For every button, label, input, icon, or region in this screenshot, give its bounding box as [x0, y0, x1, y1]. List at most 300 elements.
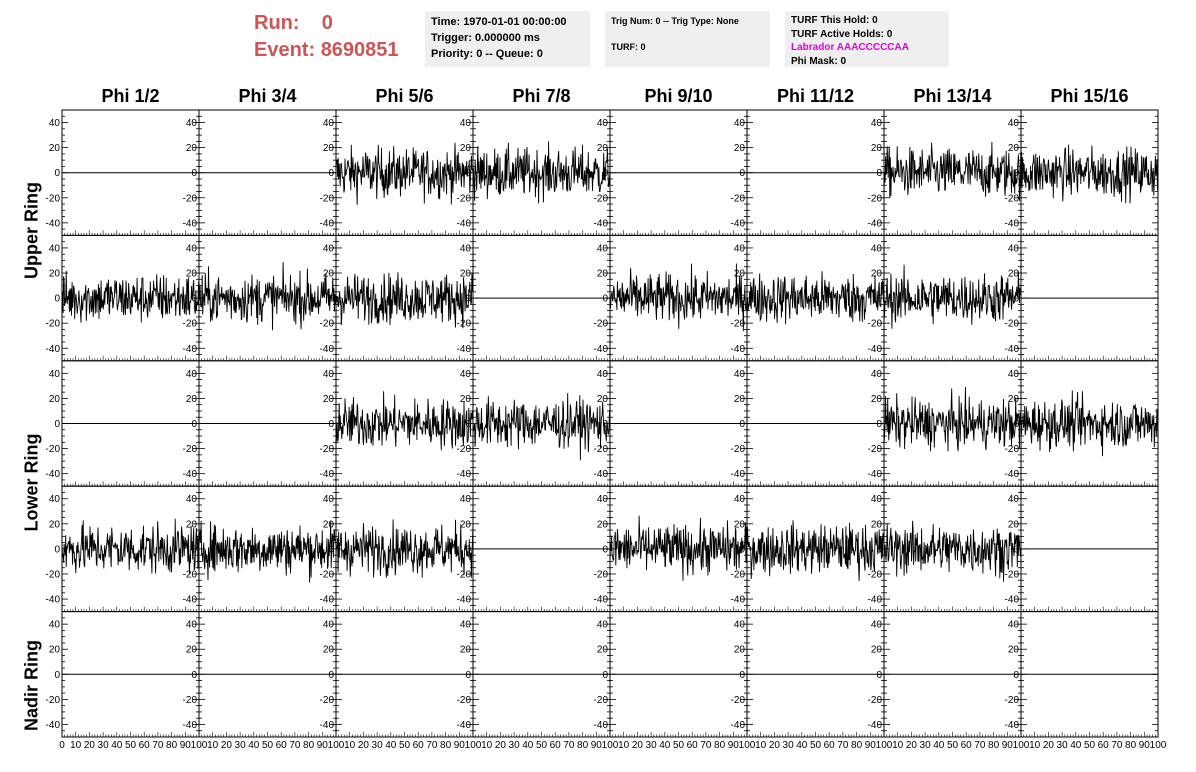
y-tick-label: 40 [1007, 243, 1019, 255]
y-tick-label: 20 [870, 143, 882, 155]
turf-hold-line: TURF This Hold: 0 [791, 15, 878, 26]
y-tick-label: 20 [596, 393, 608, 405]
y-tick-label: -20 [1004, 444, 1019, 456]
y-tick-label: -40 [593, 469, 608, 481]
x-tick-label: 100 [327, 740, 345, 751]
y-tick-label: -20 [1004, 569, 1019, 581]
y-tick-label: 0 [876, 544, 882, 556]
x-tick-label: 60 [686, 740, 698, 751]
y-tick-label: 40 [733, 368, 745, 380]
y-tick-label: -20 [45, 444, 60, 456]
x-tick-label: 60 [549, 740, 561, 751]
column-title: Phi 13/14 [913, 86, 992, 106]
y-tick-label: -20 [45, 318, 60, 330]
waveform-trace [884, 265, 1021, 329]
y-tick-label: 40 [733, 243, 745, 255]
y-tick-label: -20 [730, 444, 745, 456]
x-tick-label: 90 [727, 740, 739, 751]
y-tick-label: 0 [876, 669, 882, 681]
y-tick-label: -40 [867, 469, 882, 481]
waveform-panel [1005, 486, 1158, 611]
y-tick-label: 40 [870, 494, 882, 506]
waveform-trace [62, 519, 199, 574]
y-tick-label: 0 [602, 419, 608, 430]
y-tick-label: 20 [185, 143, 197, 155]
waveform-trace [336, 272, 473, 328]
y-tick-label: 40 [322, 619, 334, 631]
waveform-trace [473, 393, 610, 460]
y-tick-label: 20 [596, 268, 608, 280]
y-tick-label: -40 [1004, 218, 1019, 230]
x-tick-label: 70 [426, 740, 438, 751]
y-tick-label: 0 [191, 168, 197, 180]
y-tick-label: 0 [739, 544, 745, 556]
y-tick-label: 0 [54, 293, 60, 305]
y-tick-label: -40 [456, 469, 471, 481]
x-tick-label: 50 [124, 740, 137, 751]
y-tick-label: 0 [191, 419, 197, 430]
y-tick-label: -40 [456, 218, 471, 230]
x-tick-label: 60 [823, 740, 835, 751]
x-tick-label: 80 [166, 740, 178, 751]
column-title: Phi 9/10 [644, 86, 713, 106]
waveform-panel [594, 235, 747, 360]
y-tick-label: 20 [322, 268, 334, 280]
x-tick-label: 20 [768, 740, 780, 751]
waveform-panel [457, 361, 610, 486]
y-tick-label: 40 [48, 118, 60, 130]
labrador-line: Labrador AAACCCCCAA [791, 42, 909, 53]
x-tick-label: 30 [645, 740, 657, 751]
y-tick-label: -40 [319, 719, 334, 731]
event-label: Event: [254, 39, 316, 61]
y-tick-label: 40 [322, 368, 334, 380]
nadir-ring-label: Nadir Ring [21, 640, 42, 732]
y-tick-label: 40 [1007, 368, 1019, 380]
y-tick-label: 40 [733, 619, 745, 631]
y-tick-label: 20 [459, 143, 471, 155]
turf-line: TURF: 0 [611, 42, 646, 52]
y-tick-label: -20 [456, 569, 471, 581]
y-tick-label: 20 [459, 393, 471, 405]
x-tick-label: 80 [303, 740, 315, 751]
y-tick-label: 20 [48, 393, 60, 405]
y-tick-label: -20 [867, 694, 882, 706]
y-tick-label: 40 [459, 368, 471, 380]
waveform-trace [336, 391, 473, 450]
column-title: Phi 11/12 [776, 86, 855, 106]
phi-mask-line: Phi Mask: 0 [791, 55, 847, 67]
x-tick-label: 90 [1001, 740, 1013, 751]
y-tick-label: 0 [1013, 419, 1019, 430]
y-tick-label: -40 [319, 469, 334, 481]
y-tick-label: 40 [596, 118, 608, 130]
y-tick-label: -20 [1004, 193, 1019, 205]
waveform-panel [183, 110, 336, 235]
y-tick-label: 40 [1007, 619, 1019, 631]
y-tick-label: -40 [182, 594, 197, 606]
y-tick-label: 0 [739, 669, 745, 681]
x-tick-label: 30 [234, 740, 246, 751]
y-tick-label: 20 [870, 644, 882, 656]
y-tick-label: 20 [322, 393, 334, 405]
y-tick-label: 0 [465, 669, 471, 681]
y-tick-label: -40 [730, 218, 745, 230]
y-tick-label: 40 [596, 368, 608, 380]
waveform-trace [747, 520, 884, 581]
y-tick-label: -20 [730, 694, 745, 706]
y-tick-label: -40 [1004, 719, 1019, 731]
x-tick-label: 50 [672, 740, 685, 751]
y-tick-label: -40 [867, 218, 882, 230]
y-tick-label: -40 [1004, 469, 1019, 481]
y-tick-label: 20 [596, 519, 608, 531]
y-tick-label: 20 [596, 143, 608, 155]
y-tick-label: 40 [459, 118, 471, 130]
y-tick-label: -20 [319, 569, 334, 581]
x-tick-label: 80 [440, 740, 452, 751]
y-tick-label: 0 [1013, 544, 1019, 556]
x-tick-label: 60 [960, 740, 972, 751]
y-tick-label: 0 [191, 544, 197, 556]
x-tick-label: 20 [905, 740, 917, 751]
y-tick-label: 0 [54, 168, 60, 180]
x-tick-label: 80 [577, 740, 589, 751]
y-tick-label: -20 [45, 193, 60, 205]
y-tick-label: 40 [48, 619, 60, 631]
y-tick-label: 20 [733, 143, 745, 155]
y-tick-label: 20 [733, 644, 745, 656]
y-tick-label: 0 [465, 419, 471, 430]
y-tick-label: -40 [867, 594, 882, 606]
y-tick-label: 0 [328, 544, 334, 556]
x-tick-label: 10 [618, 740, 630, 751]
y-tick-label: 20 [48, 519, 60, 531]
x-tick-label: 100 [875, 740, 893, 751]
x-tick-label: 20 [357, 740, 369, 751]
x-tick-label: 100 [464, 740, 482, 751]
y-tick-label: 40 [48, 243, 60, 255]
waveform-panel [868, 486, 1021, 611]
waveform-trace [610, 264, 747, 332]
y-tick-label: 40 [185, 118, 197, 130]
waveform-panel [731, 235, 884, 360]
y-tick-label: -20 [182, 694, 197, 706]
waveform-panel [594, 486, 747, 611]
event-value: 8690851 [320, 39, 399, 61]
y-tick-label: -20 [456, 694, 471, 706]
y-tick-label: 0 [876, 419, 882, 430]
y-tick-label: 0 [328, 168, 334, 180]
y-tick-label: -20 [1004, 318, 1019, 330]
time-line: Time: 1970-01-01 00:00:00 [431, 16, 567, 28]
waveform-panel [457, 235, 610, 360]
y-tick-label: -40 [182, 218, 197, 230]
y-tick-label: -40 [182, 469, 197, 481]
priority-line: Priority: 0 -- Queue: 0 [431, 48, 543, 60]
y-tick-label: 40 [733, 118, 745, 130]
waveform-panel [868, 110, 1021, 235]
y-tick-label: 20 [322, 644, 334, 656]
x-tick-label: 60 [1097, 740, 1109, 751]
y-tick-label: -40 [182, 343, 197, 355]
x-tick-label: 50 [946, 740, 959, 751]
waveform-panel [1005, 110, 1158, 235]
x-tick-label: 40 [248, 740, 260, 751]
y-tick-label: -40 [1004, 343, 1019, 355]
y-tick-label: -20 [867, 569, 882, 581]
x-tick-label: 100 [190, 740, 208, 751]
x-tick-label: 100 [738, 740, 756, 751]
x-tick-label: 10 [892, 740, 904, 751]
x-tick-label: 70 [563, 740, 575, 751]
y-tick-label: 0 [739, 419, 745, 430]
y-tick-label: 20 [1007, 143, 1019, 155]
x-tick-label: 10 [481, 740, 493, 751]
x-tick-label: 40 [522, 740, 534, 751]
y-tick-label: 40 [322, 243, 334, 255]
y-tick-label: 20 [733, 268, 745, 280]
y-tick-label: -20 [182, 444, 197, 456]
y-tick-label: -40 [730, 719, 745, 731]
column-title: Phi 7/8 [512, 86, 571, 106]
y-tick-label: -40 [45, 469, 60, 481]
y-tick-label: 20 [459, 268, 471, 280]
x-tick-label: 50 [398, 740, 411, 751]
waveform-panel [46, 235, 199, 360]
x-tick-label: 80 [1125, 740, 1137, 751]
y-tick-label: 0 [739, 293, 745, 305]
x-tick-label: 90 [453, 740, 465, 751]
x-tick-label: 90 [590, 740, 602, 751]
y-tick-label: -20 [867, 318, 882, 330]
x-tick-label: 70 [289, 740, 301, 751]
x-tick-label: 90 [1138, 740, 1150, 751]
x-tick-label: 50 [261, 740, 274, 751]
y-tick-label: -40 [867, 343, 882, 355]
y-tick-label: 0 [328, 419, 334, 430]
y-tick-label: 40 [596, 619, 608, 631]
x-tick-label: 70 [974, 740, 986, 751]
y-tick-label: 20 [185, 393, 197, 405]
x-tick-label: 80 [851, 740, 863, 751]
waveform-trace [884, 142, 1021, 201]
waveform-panel [46, 361, 199, 486]
y-tick-label: -40 [456, 343, 471, 355]
y-tick-label: -40 [319, 218, 334, 230]
y-tick-label: -40 [730, 343, 745, 355]
y-tick-label: 0 [465, 293, 471, 305]
y-tick-label: -40 [182, 719, 197, 731]
waveform-panel [183, 486, 336, 611]
x-tick-label: 80 [988, 740, 1000, 751]
x-tick-label: 60 [138, 740, 150, 751]
x-tick-label: 40 [1070, 740, 1082, 751]
y-tick-label: 20 [185, 519, 197, 531]
y-tick-label: -20 [867, 193, 882, 205]
x-tick-label: 10 [755, 740, 767, 751]
y-tick-label: 0 [328, 293, 334, 305]
y-tick-label: 20 [322, 143, 334, 155]
x-tick-label: 50 [1083, 740, 1096, 751]
y-tick-label: -20 [593, 318, 608, 330]
x-tick-label: 30 [782, 740, 794, 751]
y-tick-label: 0 [54, 419, 60, 430]
x-tick-label: 40 [659, 740, 671, 751]
x-tick-label: 10 [207, 740, 219, 751]
y-tick-label: -20 [45, 694, 60, 706]
x-tick-label: 100 [601, 740, 619, 751]
waveform-panel [1005, 612, 1167, 751]
y-tick-label: 0 [1013, 293, 1019, 305]
y-tick-label: 40 [459, 243, 471, 255]
y-tick-label: -20 [730, 318, 745, 330]
y-tick-label: 20 [1007, 519, 1019, 531]
y-tick-label: -20 [319, 193, 334, 205]
y-tick-label: 20 [48, 143, 60, 155]
waveform-trace [473, 141, 610, 203]
waveform-panel [731, 486, 884, 611]
x-tick-label: 30 [1056, 740, 1068, 751]
y-tick-label: 20 [185, 644, 197, 656]
x-tick-label: 70 [837, 740, 849, 751]
waveform-trace [199, 521, 336, 583]
run-value: 0 [321, 12, 333, 34]
y-tick-label: -40 [45, 343, 60, 355]
x-tick-label: 10 [1029, 740, 1041, 751]
x-tick-label: 50 [535, 740, 548, 751]
x-tick-label: 90 [179, 740, 191, 751]
lower-ring-label: Lower Ring [21, 433, 42, 532]
waveform-panel [320, 361, 473, 486]
y-tick-label: 40 [322, 494, 334, 506]
y-tick-label: 40 [870, 619, 882, 631]
y-tick-label: 0 [54, 544, 60, 556]
trig-line: Trig Num: 0 -- Trig Type: None [611, 16, 739, 26]
y-tick-label: 0 [602, 669, 608, 681]
x-tick-label: 70 [152, 740, 164, 751]
x-tick-label: 20 [83, 740, 95, 751]
y-tick-label: -40 [456, 594, 471, 606]
waveform-panel [731, 110, 884, 235]
y-tick-label: 40 [1007, 118, 1019, 130]
y-tick-label: -20 [867, 444, 882, 456]
y-tick-label: 0 [465, 544, 471, 556]
y-tick-label: -40 [730, 594, 745, 606]
y-tick-label: 40 [870, 243, 882, 255]
upper-ring-label: Upper Ring [21, 182, 42, 279]
y-tick-label: -20 [593, 193, 608, 205]
y-tick-label: -40 [593, 343, 608, 355]
x-tick-label: 30 [508, 740, 520, 751]
x-tick-label: 40 [933, 740, 945, 751]
y-tick-label: 0 [465, 168, 471, 180]
waveform-trace [1021, 391, 1158, 457]
y-tick-label: -40 [45, 218, 60, 230]
column-title: Phi 15/16 [1050, 86, 1129, 106]
y-tick-label: 20 [48, 268, 60, 280]
y-tick-label: 40 [322, 118, 334, 130]
y-tick-label: -20 [456, 193, 471, 205]
x-tick-label: 10 [344, 740, 356, 751]
y-tick-label: -20 [319, 694, 334, 706]
x-tick-label: 50 [809, 740, 822, 751]
y-tick-label: -40 [1004, 594, 1019, 606]
x-tick-label: 10 [70, 740, 82, 751]
y-tick-label: 40 [48, 494, 60, 506]
y-tick-label: 40 [870, 118, 882, 130]
column-title: Phi 1/2 [101, 86, 160, 106]
y-tick-label: -20 [456, 318, 471, 330]
y-tick-label: -40 [593, 218, 608, 230]
waveform-panel [320, 110, 473, 235]
y-tick-label: -20 [730, 193, 745, 205]
waveform-trace [747, 268, 884, 324]
y-tick-label: 40 [185, 243, 197, 255]
turf-active-line: TURF Active Holds: 0 [791, 28, 893, 40]
y-tick-label: 40 [596, 494, 608, 506]
y-tick-label: -20 [593, 569, 608, 581]
y-tick-label: 0 [602, 293, 608, 305]
y-tick-label: -40 [456, 719, 471, 731]
y-tick-label: -40 [45, 594, 60, 606]
y-tick-label: 0 [191, 293, 197, 305]
waveform-panel [594, 110, 747, 235]
y-tick-label: 20 [459, 519, 471, 531]
y-tick-label: 40 [185, 619, 197, 631]
y-tick-label: 20 [733, 393, 745, 405]
y-tick-label: 20 [1007, 644, 1019, 656]
y-tick-label: 0 [1013, 168, 1019, 180]
x-tick-label: 20 [1042, 740, 1054, 751]
waveform-panel [1005, 361, 1158, 486]
x-tick-label: 40 [796, 740, 808, 751]
x-tick-label: 40 [385, 740, 397, 751]
x-tick-label: 60 [412, 740, 424, 751]
y-tick-label: 0 [602, 168, 608, 180]
trigger-line: Trigger: 0.000000 ms [431, 32, 540, 44]
column-title: Phi 3/4 [238, 86, 297, 106]
y-tick-label: 20 [870, 268, 882, 280]
y-tick-label: -20 [182, 193, 197, 205]
y-tick-label: -20 [182, 569, 197, 581]
waveform-panel [868, 235, 1021, 360]
y-tick-label: 20 [733, 519, 745, 531]
y-tick-label: -40 [593, 594, 608, 606]
y-tick-label: 20 [596, 644, 608, 656]
y-tick-label: -40 [45, 719, 60, 731]
y-tick-label: 40 [48, 368, 60, 380]
y-tick-label: 0 [1013, 669, 1019, 681]
waveform-panel [46, 486, 199, 611]
waveform-panel [320, 235, 473, 360]
x-tick-label: 30 [371, 740, 383, 751]
x-tick-label: 70 [1111, 740, 1123, 751]
y-tick-label: 40 [733, 494, 745, 506]
y-tick-label: -40 [593, 719, 608, 731]
waveform-panel [594, 361, 747, 486]
x-tick-label: 100 [1012, 740, 1030, 751]
x-tick-label: 60 [275, 740, 287, 751]
y-tick-label: -40 [867, 719, 882, 731]
x-tick-label: 30 [97, 740, 109, 751]
y-tick-label: 40 [870, 368, 882, 380]
y-tick-label: 0 [602, 544, 608, 556]
x-tick-label: 90 [316, 740, 328, 751]
y-tick-label: -20 [45, 569, 60, 581]
y-tick-label: 20 [870, 519, 882, 531]
waveform-trace [199, 262, 336, 330]
